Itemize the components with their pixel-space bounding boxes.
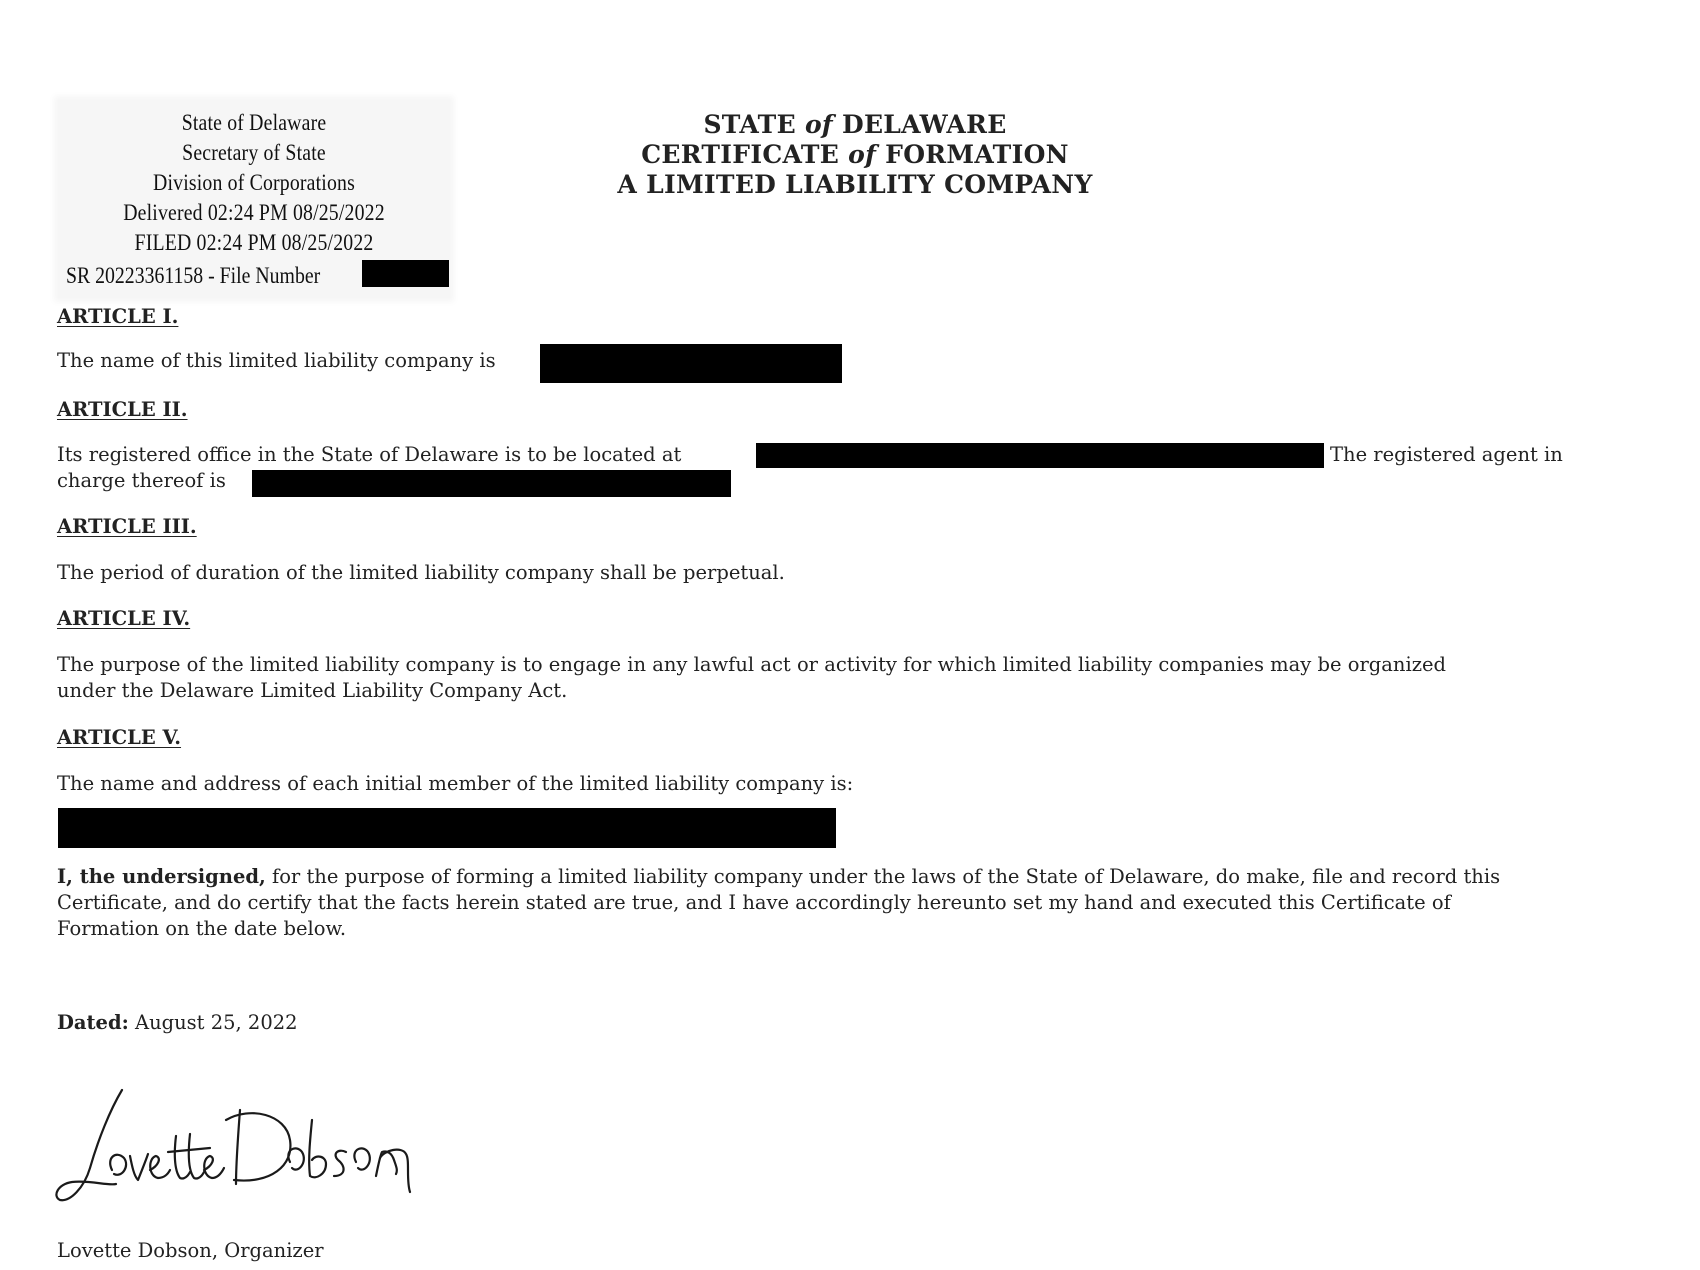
- stamp-line-delivered: Delivered 02:24 PM 08/25/2022: [123, 200, 385, 225]
- document-title-line-3: A LIMITED LIABILITY COMPANY: [617, 170, 1093, 199]
- certification-line-2: Certificate, and do certify that the facts herein stated are true, and I have accordingly hereunto set my hand and executed this Certificate of: [57, 891, 1451, 914]
- article-4-text-a: The purpose of the limited liability company is to engage in any lawful act or activity for which limited liability companies may be organized: [57, 653, 1446, 676]
- handwritten-signature: [50, 1080, 450, 1210]
- article-2-heading: ARTICLE II.: [57, 398, 188, 421]
- article-5-text: The name and address of each initial member of the limited liability company is:: [57, 772, 854, 795]
- certification-line-1: I, the undersigned, for the purpose of forming a limited liability company under the laws of the State of Delaware, do make, file and record this: [57, 865, 1501, 888]
- document-title-line-2: CERTIFICATE of FORMATION: [641, 140, 1069, 169]
- stamp-line-secretary: Secretary of State: [182, 140, 326, 165]
- article-2-text-b: The registered agent in: [1330, 443, 1563, 466]
- article-3-text: The period of duration of the limited liability company shall be perpetual.: [57, 561, 785, 584]
- redacted-company-name: [540, 344, 842, 383]
- article-4-text-b: under the Delaware Limited Liability Company Act.: [57, 679, 568, 702]
- redacted-registered-agent: [252, 470, 731, 497]
- article-3-heading: ARTICLE III.: [57, 515, 197, 538]
- stamp-line-division: Division of Corporations: [153, 170, 355, 195]
- stamp-sr-line: SR 20223361158 - File Number: [66, 263, 321, 288]
- dated-line: Dated: August 25, 2022: [57, 1011, 298, 1034]
- signature-caption: Lovette Dobson, Organizer: [57, 1239, 324, 1262]
- article-4-heading: ARTICLE IV.: [57, 607, 191, 630]
- redacted-member-name-address: [58, 808, 836, 848]
- article-5-heading: ARTICLE V.: [57, 726, 182, 749]
- article-2-text-a: Its registered office in the State of Delaware is to be located at: [57, 443, 682, 466]
- article-2-text-c: charge thereof is: [57, 469, 226, 492]
- redacted-file-number: [362, 260, 449, 287]
- certification-line-3: Formation on the date below.: [57, 917, 347, 940]
- stamp-line-filed: FILED 02:24 PM 08/25/2022: [134, 230, 374, 255]
- redacted-office-address: [756, 443, 1324, 468]
- document-title-line-1: STATE of DELAWARE: [703, 110, 1007, 139]
- stamp-line-state: State of Delaware: [181, 110, 327, 135]
- article-1-text: The name of this limited liability company is: [57, 349, 496, 372]
- article-1-heading: ARTICLE I.: [57, 305, 179, 328]
